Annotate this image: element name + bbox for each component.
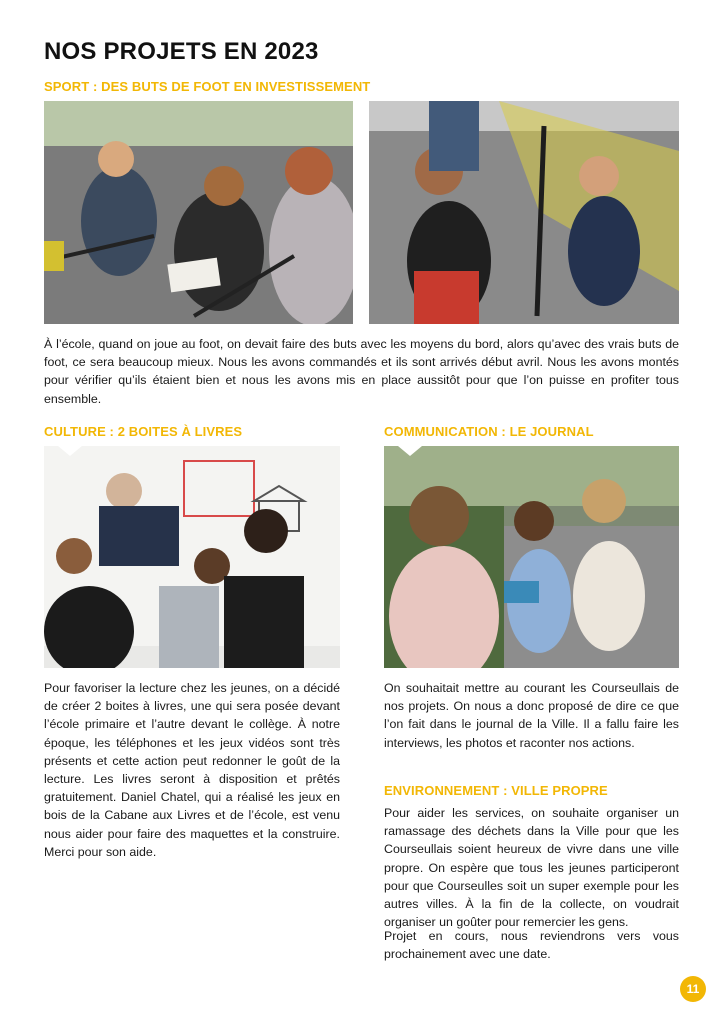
communication-photo-interview bbox=[384, 446, 679, 668]
environnement-text-2: Projet en cours, nous reviendrons vers vous prochainement avec une date. bbox=[384, 929, 679, 962]
environnement-heading: ENVIRONNEMENT : VILLE PROPRE bbox=[384, 783, 608, 798]
culture-photo-whiteboard bbox=[44, 446, 340, 668]
communication-heading: COMMUNICATION : LE JOURNAL bbox=[384, 424, 594, 439]
culture-heading: CULTURE : 2 BOITES À LIVRES bbox=[44, 424, 243, 439]
page-title: NOS PROJETS EN 2023 bbox=[44, 38, 319, 65]
sport-text: À l’école, quand on joue au foot, on devait faire des buts avec les moyens du bord, alors qu’avec des vrais buts de foot, ce sera beaucoup mieux. Nous les avons commandés et ils sont arrivés début avril. Nous les avons montés pour vérifier qu’ils étaient bien et nous les avons mis en place aussitôt pour que l’on puisse en profiter tous ensemble. bbox=[44, 337, 679, 406]
sport-heading: SPORT : DES BUTS DE FOOT EN INVESTISSEMENT bbox=[44, 79, 371, 94]
culture-text: Pour favoriser la lecture chez les jeunes, on a décidé de créer 2 boites à livres, une qui sera posée devant l’école primaire et l’autre devant le collège. À notre époque, les téléphones et les jeux vidéos sont très présents et cette action peut redonner le goût de la lecture. Les livres seront à disposition et prêtés gratuitement. Daniel Chatel, qui a réalisé les jeux en bois de la Cabane aux Livres et de l’école, est venu nous aider pour faire des maquettes et la construire. Merci pour son aide. bbox=[44, 681, 340, 859]
communication-text: On souhaitait mettre au courant les Courseullais de nos projets. On nous a donc proposé de dire ce que l’on fait dans le journal de la Ville. Il a fallu faire les interviews, les photos et raconter nos actions. bbox=[384, 681, 679, 750]
page-number-badge: 11 bbox=[680, 976, 706, 1002]
sport-photo-boys-with-goal-post bbox=[369, 101, 679, 324]
environnement-text: Pour aider les services, on souhaite organiser un ramassage des déchets dans la Ville pour que les Courseullais soient heureux de vivre dans une ville propre. On espère que tous les jeunes participeront pour que Courseulles soit un super exemple pour les autres villes. À la fin de la collecte, on voudrait organiser un goûter pour remercier les gens. bbox=[384, 806, 679, 930]
sport-photo-kids-assembling-goal bbox=[44, 101, 353, 324]
